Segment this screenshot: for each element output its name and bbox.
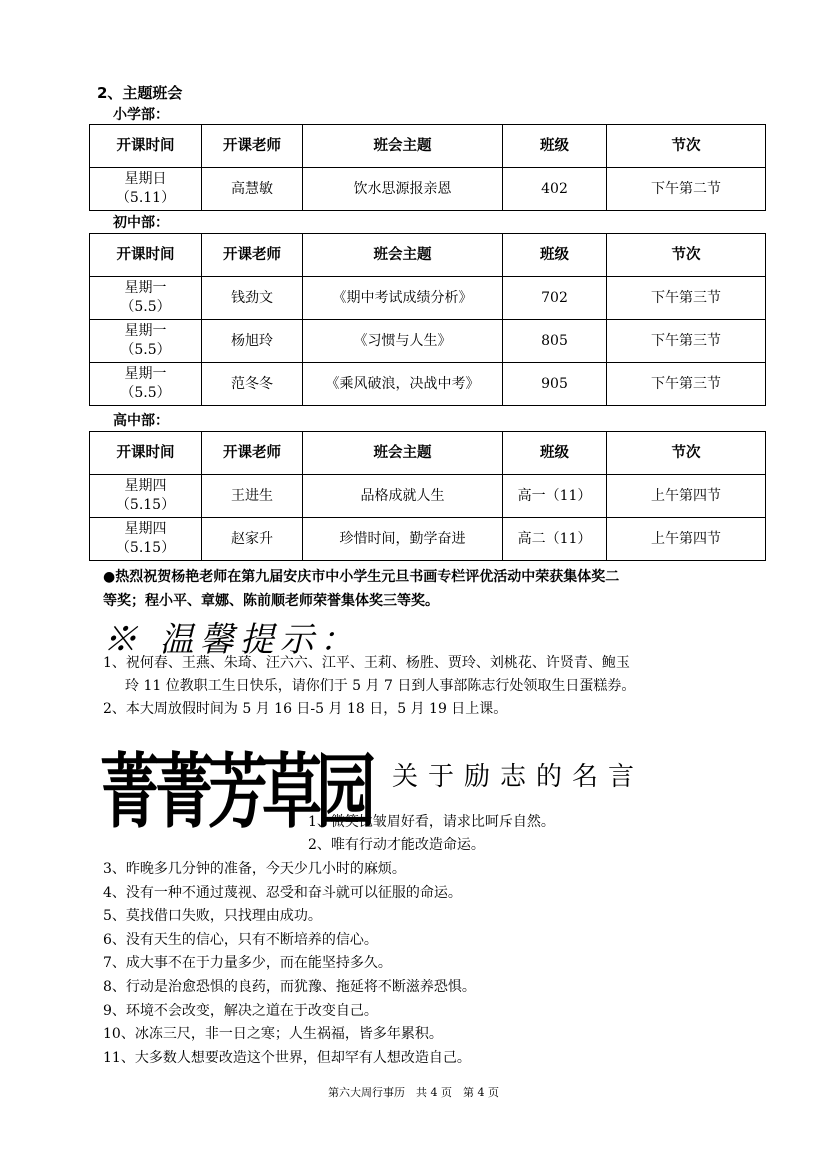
quote-item: 7、成大事不在于力量多少，而在能坚持多久。 bbox=[103, 955, 392, 972]
table-row bbox=[90, 277, 766, 320]
header-period: 节次 bbox=[607, 234, 766, 277]
cell-topic: 《习惯与人生》 bbox=[303, 320, 503, 363]
cell-period: 下午第三节 bbox=[607, 363, 766, 406]
cell-period: 上午第四节 bbox=[607, 475, 766, 518]
cell-class: 高二（11） bbox=[503, 518, 607, 561]
table-row bbox=[90, 320, 766, 363]
tip-item-1-line-1: 1、祝何春、王燕、朱琦、汪六六、江平、王莉、杨胜、贾玲、刘桃花、许贤青、鲍玉 bbox=[103, 655, 630, 671]
table-label-primary: 小学部： bbox=[113, 107, 169, 123]
quote-item: 6、没有天生的信心，只有不断培养的信心。 bbox=[103, 931, 378, 948]
cell-period: 下午第三节 bbox=[607, 320, 766, 363]
cell-time: 星期一 （5.5） bbox=[90, 320, 202, 363]
table-row bbox=[90, 363, 766, 406]
quote-item: 10、冰冻三尺，非一日之寒；人生祸福，皆多年累积。 bbox=[103, 1026, 443, 1043]
header-period: 节次 bbox=[607, 432, 766, 475]
cell-time: 星期四 （5.15） bbox=[90, 475, 202, 518]
cell-time: 星期一 （5.5） bbox=[90, 277, 202, 320]
table-row bbox=[90, 518, 766, 561]
cell-period: 下午第二节 bbox=[607, 168, 766, 211]
table-header-row bbox=[90, 125, 766, 168]
quote-item: 11、大多数人想要改造这个世界，但却罕有人想改造自己。 bbox=[103, 1049, 471, 1066]
quote-item: 1、微笑比皱眉好看，请求比呵斥自然。 bbox=[308, 814, 555, 830]
header-topic: 班会主题 bbox=[303, 125, 503, 168]
header-teacher: 开课老师 bbox=[202, 432, 303, 475]
header-period: 节次 bbox=[607, 125, 766, 168]
cell-topic: 饮水思源报亲恩 bbox=[303, 168, 503, 211]
cell-class: 402 bbox=[503, 168, 607, 211]
quote-item: 8、行动是治愈恐惧的良药，而犹豫、拖延将不断滋养恐惧。 bbox=[103, 978, 476, 995]
tips-list bbox=[103, 652, 803, 721]
award-line-2: 等奖；程小平、章娜、陈前顺老师荣誉集体奖三等奖。 bbox=[103, 593, 439, 609]
cell-teacher: 钱劲文 bbox=[202, 277, 303, 320]
award-notice bbox=[103, 565, 803, 613]
header-class: 班级 bbox=[503, 234, 607, 277]
quotes-heading: 关于励志的名言 bbox=[392, 762, 645, 792]
table-row bbox=[90, 475, 766, 518]
schedule-table-primary bbox=[89, 124, 766, 211]
header-time: 开课时间 bbox=[90, 432, 202, 475]
page-footer: 第六大周行事历 共 4 页 第 4 页 bbox=[328, 1086, 499, 1099]
tip-item-1-line-2: 玲 11 位教职工生日快乐，请你们于 5 月 7 日到人事部陈志行处领取生日蛋糕券。 bbox=[125, 678, 636, 694]
quotes-list bbox=[103, 858, 803, 1070]
header-time: 开课时间 bbox=[90, 125, 202, 168]
cell-teacher: 高慧敏 bbox=[202, 168, 303, 211]
header-topic: 班会主题 bbox=[303, 432, 503, 475]
table-row bbox=[90, 168, 766, 211]
cell-class: 高一（11） bbox=[503, 475, 607, 518]
tips-title: ※ 温馨提示： bbox=[103, 620, 360, 660]
header-class: 班级 bbox=[503, 432, 607, 475]
cell-teacher: 杨旭玲 bbox=[202, 320, 303, 363]
cell-topic: 《乘风破浪，决战中考》 bbox=[303, 363, 503, 406]
cell-topic: 品格成就人生 bbox=[303, 475, 503, 518]
award-line-1: ●热烈祝贺杨艳老师在第九届安庆市中小学生元旦书画专栏评优活动中荣获集体奖二 bbox=[103, 569, 620, 585]
cell-time: 星期四 （5.15） bbox=[90, 518, 202, 561]
cell-topic: 《期中考试成绩分析》 bbox=[303, 277, 503, 320]
header-topic: 班会主题 bbox=[303, 234, 503, 277]
cell-period: 上午第四节 bbox=[607, 518, 766, 561]
tip-item-2: 2、本大周放假时间为 5 月 16 日-5 月 18 日，5 月 19 日上课。 bbox=[103, 701, 508, 717]
header-teacher: 开课老师 bbox=[202, 125, 303, 168]
quote-item: 9、环境不会改变，解决之道在于改变自己。 bbox=[103, 1002, 378, 1019]
quote-item: 2、唯有行动才能改造命运。 bbox=[308, 837, 485, 853]
cell-teacher: 范冬冬 bbox=[202, 363, 303, 406]
cell-class: 905 bbox=[503, 363, 607, 406]
table-header-row bbox=[90, 432, 766, 475]
quote-item: 3、昨晚多几分钟的准备，今天少几小时的麻烦。 bbox=[103, 861, 406, 877]
art-title: 菁菁芳草园 bbox=[100, 745, 370, 841]
quote-item: 4、没有一种不通过蔑视、忍受和奋斗就可以征服的命运。 bbox=[103, 884, 462, 901]
table-header-row bbox=[90, 234, 766, 277]
cell-time: 星期日 （5.11） bbox=[90, 168, 202, 211]
schedule-table-middle bbox=[89, 233, 766, 406]
header-time: 开课时间 bbox=[90, 234, 202, 277]
cell-class: 805 bbox=[503, 320, 607, 363]
table-label-middle: 初中部： bbox=[113, 215, 169, 231]
cell-teacher: 王进生 bbox=[202, 475, 303, 518]
section-title: 2、主题班会 bbox=[97, 84, 183, 102]
cell-teacher: 赵家升 bbox=[202, 518, 303, 561]
cell-class: 702 bbox=[503, 277, 607, 320]
cell-topic: 珍惜时间，勤学奋进 bbox=[303, 518, 503, 561]
table-label-high: 高中部： bbox=[113, 413, 169, 429]
schedule-table-high bbox=[89, 431, 766, 561]
header-teacher: 开课老师 bbox=[202, 234, 303, 277]
quote-item: 5、莫找借口失败，只找理由成功。 bbox=[103, 908, 322, 925]
cell-time: 星期一 （5.5） bbox=[90, 363, 202, 406]
header-class: 班级 bbox=[503, 125, 607, 168]
cell-period: 下午第三节 bbox=[607, 277, 766, 320]
